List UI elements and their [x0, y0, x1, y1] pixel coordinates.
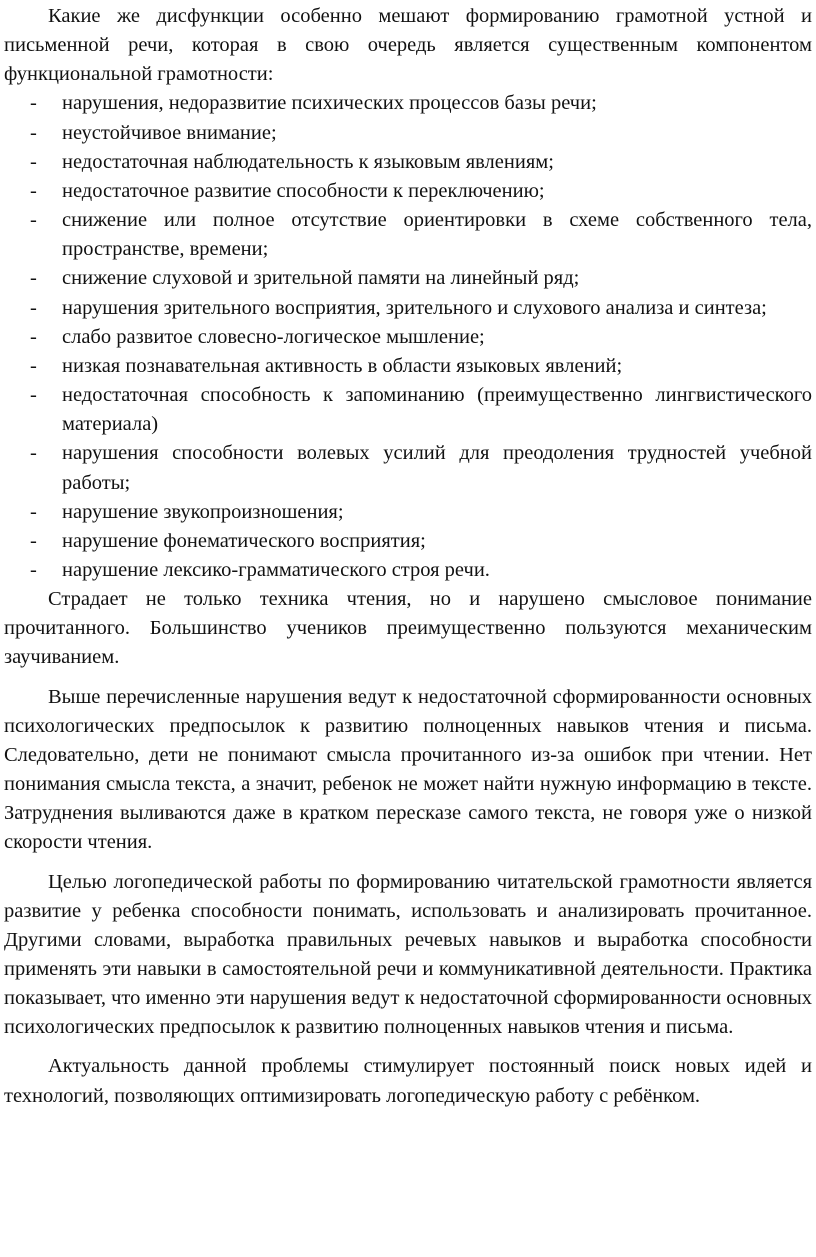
body-paragraph-disorders: Выше перечисленные нарушения ведут к недостаточной сформированности основных психологических предпосылок к развитию полноценных навыков чтения и письма. Следовательно, дети не понимают смысла прочитанного из-за ошибок при чтении. Нет понимания смысла текста, а значит, ребенок не может найти нужную информацию в тексте. Затруднения выливаются даже в кратком пересказе самого текста, не говоря уже о низкой скорости чтения.: [4, 685, 812, 854]
list-item: [4, 527, 812, 556]
list-item: [4, 498, 812, 527]
list-dash: -: [30, 500, 37, 523]
list-dash: -: [30, 442, 37, 465]
list-item-text: снижение или полное отсутствие ориентировки в схеме собственного тела, пространстве, времени;: [62, 209, 812, 261]
list-item-text: недостаточная наблюдательность к языковым явлениям;: [62, 150, 554, 173]
list-item-text: недостаточная способность к запоминанию (преимущественно лингвистического материала): [62, 384, 812, 436]
list-item-text: нарушение лексико-грамматического строя речи.: [62, 558, 490, 581]
list-dash: -: [30, 384, 37, 407]
list-dash: -: [30, 92, 37, 115]
list-item: [4, 206, 812, 264]
list-item: [4, 177, 812, 206]
list-item: [4, 89, 812, 118]
list-item: [4, 439, 812, 497]
list-dash: -: [30, 354, 37, 377]
list-dash: -: [30, 209, 37, 232]
list-dash: -: [30, 529, 37, 552]
list-item: [4, 119, 812, 148]
list-item: [4, 323, 812, 352]
body-paragraph-goal: Целью логопедической работы по формированию читательской грамотности является развитие у ребенка способности понимать, использовать и анализировать прочитанное. Другими словами, выработка правильных речевых навыков и выработка способности применять эти навыки в самостоятельной речи и коммуникативной деятельности. Практика показывает, что именно эти нарушения ведут к недостаточной сформированности основных психологических предпосылок к развитию полноценных навыков чтения и письма.: [4, 870, 812, 1039]
list-dash: -: [30, 325, 37, 348]
list-item: [4, 294, 812, 323]
list-item-text: неустойчивое внимание;: [62, 121, 277, 144]
list-item-text: нарушения способности волевых усилий для преодоления трудностей учебной работы;: [62, 442, 812, 494]
body-paragraph-reading: Страдает не только техника чтения, но и нарушено смысловое понимание прочитанного. Большинство учеников преимущественно пользуются механическим заучиванием.: [4, 588, 812, 669]
list-dash: -: [30, 267, 37, 290]
list-item-text: нарушения зрительного восприятия, зрительного и слухового анализа и синтеза;: [62, 296, 767, 319]
list-item: [4, 148, 812, 177]
list-item: [4, 381, 812, 439]
list-dash: -: [30, 179, 37, 202]
intro-paragraph: Какие же дисфункции особенно мешают формированию грамотной устной и письменной речи, которая в свою очередь является существенным компонентом функциональной грамотности:: [4, 5, 812, 86]
dysfunction-list: [4, 89, 812, 585]
list-dash: -: [30, 150, 37, 173]
list-item: [4, 352, 812, 381]
list-dash: -: [30, 121, 37, 144]
list-item-text: снижение слуховой и зрительной памяти на линейный ряд;: [62, 267, 580, 290]
list-item-text: нарушение фонематического восприятия;: [62, 529, 426, 552]
list-item-text: слабо развитое словесно-логическое мышление;: [62, 325, 485, 348]
list-item: [4, 264, 812, 293]
list-dash: -: [30, 296, 37, 319]
list-item-text: низкая познавательная активность в области языковых явлений;: [62, 354, 623, 377]
list-item-text: недостаточное развитие способности к переключению;: [62, 179, 545, 202]
list-item-text: нарушение звукопроизношения;: [62, 500, 344, 523]
body-paragraph-relevance: Актуальность данной проблемы стимулирует постоянный поиск новых идей и технологий, позволяющих оптимизировать логопедическую работу с ребёнком.: [4, 1055, 812, 1107]
list-item-text: нарушения, недоразвитие психических процессов базы речи;: [62, 92, 597, 115]
list-item: [4, 556, 812, 585]
list-dash: -: [30, 558, 37, 581]
